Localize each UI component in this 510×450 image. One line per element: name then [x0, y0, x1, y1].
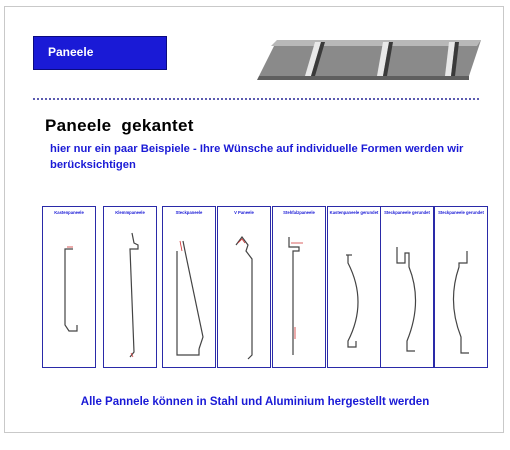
badge-label: Paneele	[48, 45, 94, 59]
profile-stehfalzpaneele	[272, 206, 326, 368]
profile-kastenpaneele	[42, 206, 96, 368]
profile-klemmpaneele	[103, 206, 157, 368]
profile-label: V Paneele	[234, 210, 254, 215]
profile-label: Steckpaneele gerundet	[384, 210, 430, 215]
profile-drawing	[163, 207, 217, 369]
footer-note: Alle Pannele können in Stahl und Aluminium hergestellt werden	[80, 396, 430, 408]
profile-drawing	[435, 207, 489, 369]
profile-label: Kastenpaneele	[54, 210, 84, 215]
profile-steckpaneele	[162, 206, 216, 368]
section-title: Paneele gekantet	[45, 116, 194, 135]
profile-steckpaneele-gerundet	[380, 206, 434, 368]
profile-drawing	[381, 207, 435, 369]
profile-kastenpaneele-gerundet	[327, 206, 381, 368]
profile-drawing	[43, 207, 97, 369]
profile-label: Steckpaneele gerundet	[438, 210, 484, 215]
profile-label: Steckpaneele	[175, 210, 203, 215]
profile-v-paneele	[217, 206, 271, 368]
panel-illustration	[255, 38, 485, 83]
profile-label: Stehfalzpaneele	[283, 210, 315, 215]
profile-drawing	[273, 207, 327, 369]
section-divider	[33, 98, 479, 100]
intro-text: hier nur ein paar Beispiele - Ihre Wünsche auf individuelle Formen werden wir berücksichtigen	[50, 143, 464, 171]
section-badge	[33, 36, 167, 70]
profile-drawing	[218, 207, 272, 369]
profile-steckpaneele-gerundet-2	[434, 206, 488, 368]
profile-drawing	[328, 207, 382, 369]
profile-label: Klemmpaneele	[115, 210, 145, 215]
profile-drawing	[104, 207, 158, 369]
profile-label: Kastenpaneele gerundet	[329, 210, 379, 215]
